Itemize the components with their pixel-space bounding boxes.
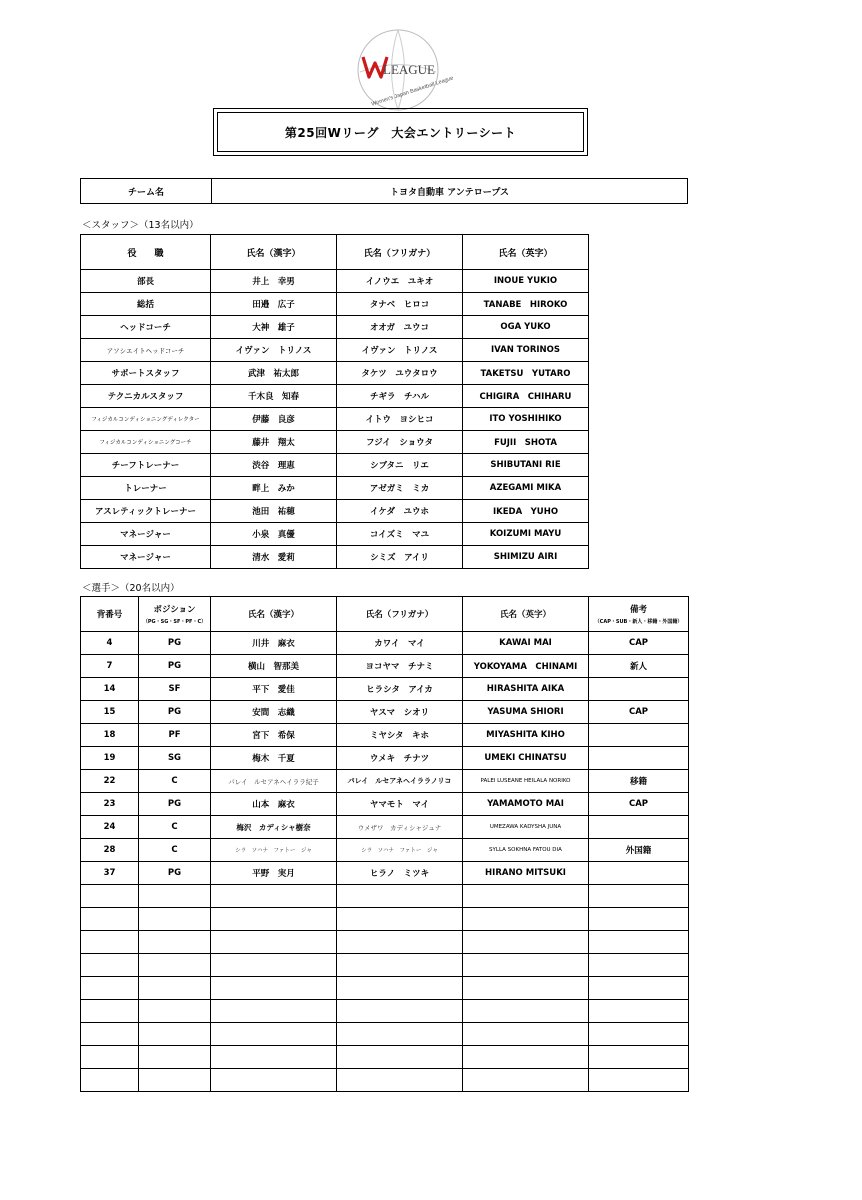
empty-cell (337, 885, 463, 908)
staff-row (81, 362, 589, 385)
staff-english: INOUE YUKIO (463, 270, 589, 293)
empty-cell (211, 1023, 337, 1046)
staff-kanji: 大神 雄子 (211, 316, 337, 339)
title-box (213, 108, 588, 156)
empty-cell (337, 977, 463, 1000)
staff-kanji: 清水 愛莉 (211, 546, 337, 569)
player-position: PG (139, 793, 211, 816)
player-kana: ウメザワ カディシャジュナ (337, 816, 463, 839)
player-english: HIRANO MITSUKI (463, 862, 589, 885)
empty-cell (463, 954, 589, 977)
player-number: 4 (81, 632, 139, 655)
team-name: トヨタ自動車 アンテロープス (390, 187, 509, 198)
player-note (589, 724, 689, 747)
empty-cell (81, 977, 139, 1000)
player-kana: カワイ マイ (337, 632, 463, 655)
player-english: UMEKI CHINATSU (463, 747, 589, 770)
player-kana: ヨコヤマ チナミ (337, 655, 463, 678)
empty-cell (337, 908, 463, 931)
player-english: PALEI LUSEANE HEILALA NORIKO (463, 770, 589, 793)
player-kana: ヒラノ ミツキ (337, 862, 463, 885)
player-note (589, 862, 689, 885)
player-row (81, 747, 689, 770)
player-position: C (139, 816, 211, 839)
player-note: CAP (589, 632, 689, 655)
player-header-note-sub: （CAP・SUB・新人・移籍・外国籍） (594, 619, 683, 625)
player-english: YASUMA SHIORI (463, 701, 589, 724)
staff-kana: イヴァン トリノス (337, 339, 463, 362)
player-row (81, 724, 689, 747)
staff-row (81, 454, 589, 477)
staff-role: アソシエイトヘッドコーチ (81, 339, 211, 362)
staff-kanji: 池田 祐穂 (211, 500, 337, 523)
player-note (589, 816, 689, 839)
staff-english: IVAN TORINOS (463, 339, 589, 362)
empty-cell (139, 1069, 211, 1092)
player-english: UMEZAWA KADYSHA JUNA (463, 816, 589, 839)
empty-cell (337, 1069, 463, 1092)
player-header-kanji: 氏名（漢字） (211, 597, 337, 632)
empty-cell (463, 1023, 589, 1046)
player-kana: シラ ソハナ ファトー ジャ (337, 839, 463, 862)
staff-row (81, 316, 589, 339)
empty-cell (337, 954, 463, 977)
staff-english: CHIGIRA CHIHARU (463, 385, 589, 408)
player-number: 7 (81, 655, 139, 678)
staff-role: サポートスタッフ (81, 362, 211, 385)
staff-kana: コイズミ マユ (337, 523, 463, 546)
staff-kana: オオガ ユウコ (337, 316, 463, 339)
player-header-row (81, 597, 689, 632)
player-header-kana: 氏名（フリガナ） (337, 597, 463, 632)
staff-kanji: 伊藤 良彦 (211, 408, 337, 431)
staff-header-kana: 氏名（フリガナ） (337, 235, 463, 270)
staff-header-row (81, 235, 589, 270)
player-row (81, 862, 689, 885)
empty-cell (211, 885, 337, 908)
empty-player-row (81, 1023, 689, 1046)
empty-cell (463, 1046, 589, 1069)
staff-kanji: 小泉 真優 (211, 523, 337, 546)
empty-cell (337, 1046, 463, 1069)
empty-cell (211, 931, 337, 954)
empty-cell (81, 908, 139, 931)
staff-kana: タナベ ヒロコ (337, 293, 463, 316)
empty-cell (81, 1023, 139, 1046)
empty-cell (139, 931, 211, 954)
staff-role: テクニカルスタッフ (81, 385, 211, 408)
player-note: CAP (589, 701, 689, 724)
staff-kana: イノウエ ユキオ (337, 270, 463, 293)
player-header-english: 氏名（英字） (463, 597, 589, 632)
staff-english: ITO YOSHIHIKO (463, 408, 589, 431)
player-number: 22 (81, 770, 139, 793)
staff-english: FUJII SHOTA (463, 431, 589, 454)
empty-player-row (81, 954, 689, 977)
player-number: 37 (81, 862, 139, 885)
empty-cell (589, 931, 689, 954)
player-note: 新人 (589, 655, 689, 678)
empty-cell (463, 1069, 589, 1092)
empty-cell (211, 977, 337, 1000)
player-row (81, 793, 689, 816)
player-position: SG (139, 747, 211, 770)
player-note (589, 747, 689, 770)
staff-kana: タケツ ユウタロウ (337, 362, 463, 385)
empty-player-row (81, 1000, 689, 1023)
staff-kanji: 藤井 翔太 (211, 431, 337, 454)
player-position: PG (139, 701, 211, 724)
empty-cell (211, 954, 337, 977)
player-note: 移籍 (589, 770, 689, 793)
player-kana: ヤスマ シオリ (337, 701, 463, 724)
player-english: YOKOYAMA CHINAMI (463, 655, 589, 678)
player-number: 19 (81, 747, 139, 770)
empty-cell (81, 931, 139, 954)
staff-row (81, 500, 589, 523)
staff-english: OGA YUKO (463, 316, 589, 339)
empty-cell (463, 977, 589, 1000)
player-kana: パレイ ルセアネヘイララノリコ (337, 770, 463, 793)
staff-section-label: ＜スタッフ＞（13名以内） (82, 220, 199, 231)
player-english: YAMAMOTO MAI (463, 793, 589, 816)
staff-kanji: 井上 幸男 (211, 270, 337, 293)
empty-cell (337, 931, 463, 954)
empty-cell (589, 1069, 689, 1092)
staff-kanji: 渋谷 理恵 (211, 454, 337, 477)
staff-english: AZEGAMI MIKA (463, 477, 589, 500)
staff-kana: シブタニ リエ (337, 454, 463, 477)
empty-player-row (81, 1046, 689, 1069)
staff-table (80, 234, 589, 569)
player-kana: ミヤシタ キホ (337, 724, 463, 747)
team-label: チーム名 (81, 179, 212, 203)
empty-cell (589, 1023, 689, 1046)
empty-player-row (81, 1069, 689, 1092)
page-title: 第25回Wリーグ 大会エントリーシート (217, 112, 584, 152)
empty-cell (589, 1000, 689, 1023)
staff-english: SHIBUTANI RIE (463, 454, 589, 477)
player-header-position (139, 597, 211, 632)
empty-player-row (81, 977, 689, 1000)
empty-cell (463, 885, 589, 908)
empty-cell (463, 908, 589, 931)
staff-kanji: 千木良 知春 (211, 385, 337, 408)
empty-cell (81, 1069, 139, 1092)
empty-player-row (81, 931, 689, 954)
player-row (81, 701, 689, 724)
staff-english: TANABE HIROKO (463, 293, 589, 316)
player-number: 28 (81, 839, 139, 862)
player-position: C (139, 839, 211, 862)
staff-row (81, 477, 589, 500)
empty-cell (211, 1000, 337, 1023)
staff-role: チーフトレーナー (81, 454, 211, 477)
staff-role: 総括 (81, 293, 211, 316)
player-position: PF (139, 724, 211, 747)
player-kana: ヒラシタ アイカ (337, 678, 463, 701)
player-number: 18 (81, 724, 139, 747)
staff-kana: イケダ ユウホ (337, 500, 463, 523)
player-kanji: 川井 麻衣 (211, 632, 337, 655)
player-note: CAP (589, 793, 689, 816)
staff-row (81, 385, 589, 408)
staff-kanji: 武津 祐太郎 (211, 362, 337, 385)
player-section-label: ＜選手＞（20名以内） (82, 583, 180, 594)
staff-role: アスレティックトレーナー (81, 500, 211, 523)
player-english: HIRASHITA AIKA (463, 678, 589, 701)
staff-role: トレーナー (81, 477, 211, 500)
player-number: 24 (81, 816, 139, 839)
staff-kana: イトウ ヨシヒコ (337, 408, 463, 431)
player-position: C (139, 770, 211, 793)
staff-role: 部長 (81, 270, 211, 293)
player-kanji: 平下 愛佳 (211, 678, 337, 701)
empty-cell (211, 908, 337, 931)
empty-cell (211, 1069, 337, 1092)
empty-player-row (81, 885, 689, 908)
empty-cell (139, 954, 211, 977)
staff-english: TAKETSU YUTARO (463, 362, 589, 385)
player-position: PG (139, 632, 211, 655)
empty-cell (81, 1000, 139, 1023)
staff-header-role: 役 職 (81, 235, 211, 270)
staff-kana: シミズ アイリ (337, 546, 463, 569)
player-row (81, 678, 689, 701)
empty-cell (589, 1046, 689, 1069)
player-english: SYLLA SOKHNA FATOU DIA (463, 839, 589, 862)
player-kanji: 安間 志織 (211, 701, 337, 724)
player-header-note (589, 597, 689, 632)
player-number: 14 (81, 678, 139, 701)
player-header-note-label: 備考 (629, 605, 647, 615)
empty-cell (589, 954, 689, 977)
empty-cell (337, 1000, 463, 1023)
player-english: KAWAI MAI (463, 632, 589, 655)
player-row (81, 839, 689, 862)
staff-kanji: 田邉 広子 (211, 293, 337, 316)
player-kanji: シラ ソハナ ファトー ジャ (211, 839, 337, 862)
player-english: MIYASHITA KIHO (463, 724, 589, 747)
staff-header-kanji: 氏名（漢字） (211, 235, 337, 270)
staff-row (81, 293, 589, 316)
empty-cell (589, 908, 689, 931)
player-kanji: 梅沢 カディシャ樹奈 (211, 816, 337, 839)
player-position: SF (139, 678, 211, 701)
player-header-number: 背番号 (81, 597, 139, 632)
staff-row (81, 339, 589, 362)
empty-cell (139, 1023, 211, 1046)
player-kanji: 宮下 希保 (211, 724, 337, 747)
empty-cell (139, 908, 211, 931)
player-table (80, 596, 689, 1092)
empty-cell (463, 1000, 589, 1023)
empty-cell (81, 954, 139, 977)
staff-header-english: 氏名（英字） (463, 235, 589, 270)
player-row (81, 770, 689, 793)
empty-cell (139, 1000, 211, 1023)
staff-english: KOIZUMI MAYU (463, 523, 589, 546)
staff-kana: チギラ チハル (337, 385, 463, 408)
empty-cell (139, 977, 211, 1000)
staff-english: SHIMIZU AIRI (463, 546, 589, 569)
empty-cell (589, 885, 689, 908)
staff-role: マネージャー (81, 546, 211, 569)
empty-cell (589, 977, 689, 1000)
player-position: PG (139, 655, 211, 678)
player-row (81, 632, 689, 655)
empty-player-row (81, 908, 689, 931)
player-position: PG (139, 862, 211, 885)
player-kanji: 山本 麻衣 (211, 793, 337, 816)
empty-cell (211, 1046, 337, 1069)
player-note (589, 678, 689, 701)
staff-kana: フジイ ショウタ (337, 431, 463, 454)
staff-english: IKEDA YUHO (463, 500, 589, 523)
player-kana: ヤマモト マイ (337, 793, 463, 816)
staff-kana: アゼガミ ミカ (337, 477, 463, 500)
empty-cell (139, 885, 211, 908)
player-number: 15 (81, 701, 139, 724)
staff-role: フィジカルコンディショニングディレクター (81, 408, 211, 431)
staff-row (81, 523, 589, 546)
staff-role: ヘッドコーチ (81, 316, 211, 339)
staff-role: フィジカルコンディショニングコーチ (81, 431, 211, 454)
staff-row (81, 431, 589, 454)
player-row (81, 655, 689, 678)
player-row (81, 816, 689, 839)
player-note: 外国籍 (589, 839, 689, 862)
player-header-position-label: ポジション (153, 605, 196, 615)
staff-kanji: イヴァン トリノス (211, 339, 337, 362)
player-kanji: 横山 智那美 (211, 655, 337, 678)
staff-row (81, 270, 589, 293)
empty-cell (81, 885, 139, 908)
player-kana: ウメキ チナツ (337, 747, 463, 770)
staff-kanji: 畔上 みか (211, 477, 337, 500)
logo-wordmark: LEAGUE (383, 62, 435, 77)
player-number: 23 (81, 793, 139, 816)
empty-cell (463, 931, 589, 954)
player-kanji: 梅木 千夏 (211, 747, 337, 770)
staff-role: マネージャー (81, 523, 211, 546)
player-kanji: 平野 実月 (211, 862, 337, 885)
staff-row (81, 408, 589, 431)
empty-cell (139, 1046, 211, 1069)
empty-cell (81, 1046, 139, 1069)
team-row (80, 178, 688, 204)
empty-cell (337, 1023, 463, 1046)
logo-subtitle: Women's Japan Basketball League (370, 75, 455, 108)
staff-row (81, 546, 589, 569)
wleague-logo (355, 27, 455, 113)
player-header-position-sub: （PG・SG・SF・PF・C） (142, 619, 207, 625)
player-kanji: パレイ ルセアネヘイララ紀子 (211, 770, 337, 793)
